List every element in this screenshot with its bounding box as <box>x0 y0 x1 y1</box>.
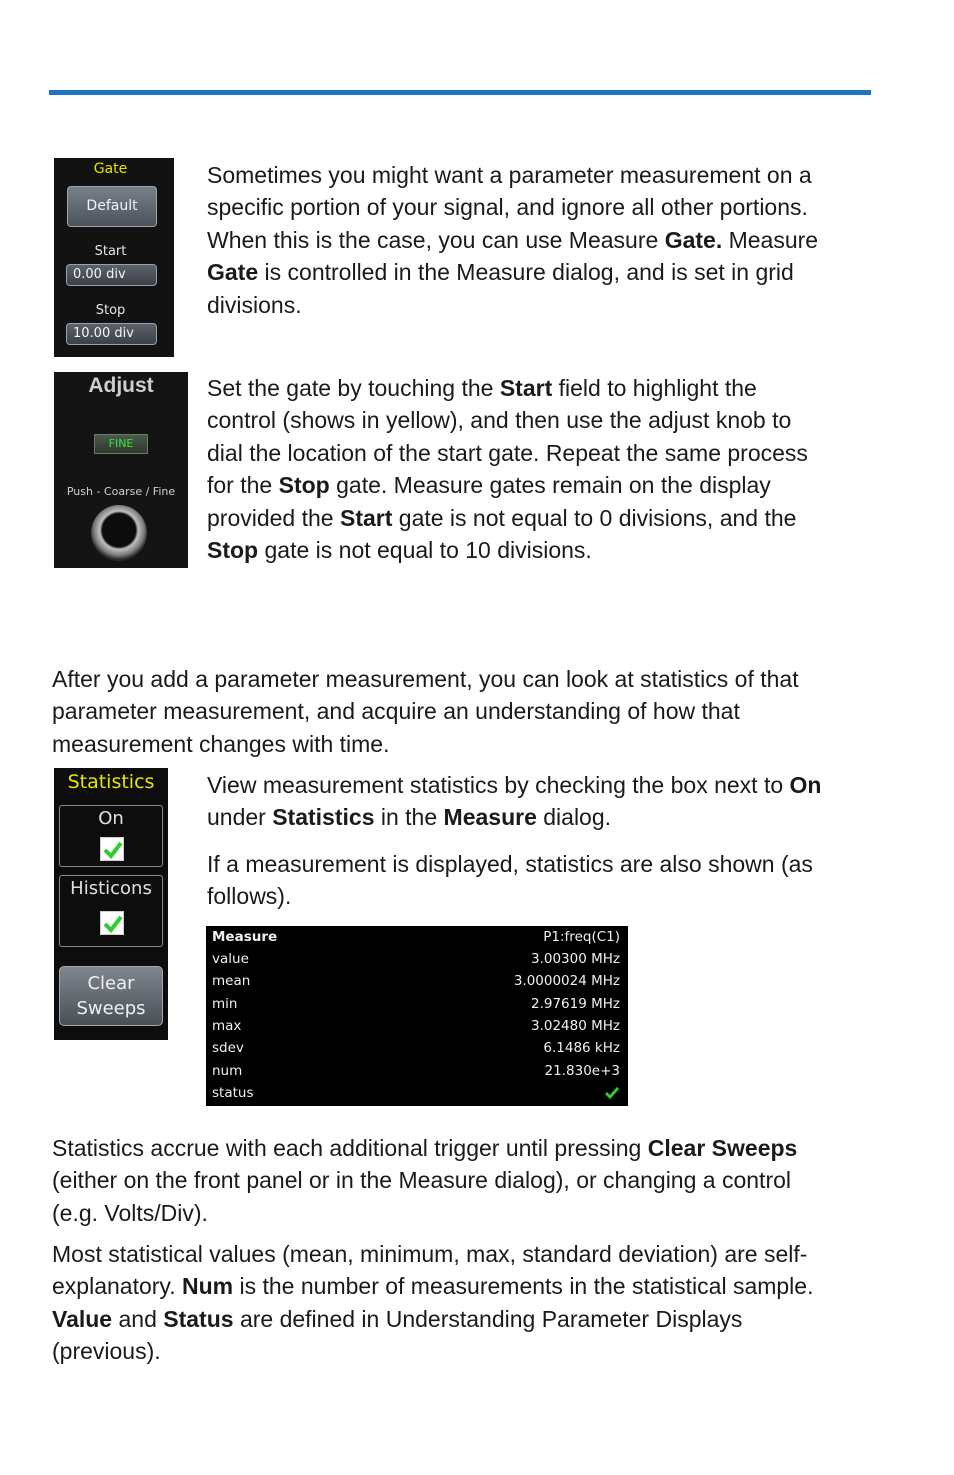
text-line: Stop gate is not equal to 10 divisions. <box>207 537 592 564</box>
table-row <box>212 1060 620 1082</box>
check-icon <box>101 838 125 862</box>
statistics-intro-paragraph <box>52 663 799 760</box>
text-line: under Statistics in the Measure dialog. <box>207 804 612 831</box>
fine-button[interactable]: FINE <box>94 434 148 454</box>
text-line: View measurement statistics by checking the box next to On <box>207 772 822 798</box>
table-row <box>212 993 620 1015</box>
row-value: 3.0000024 MHz <box>513 973 620 989</box>
text-line: specific portion of your signal, and ignore all other portions. <box>207 194 808 221</box>
statistics-shown-paragraph <box>207 848 813 913</box>
measure-statistics-table <box>206 926 628 1106</box>
start-field[interactable]: 0.00 div <box>66 264 157 286</box>
histicons-checkbox[interactable] <box>100 911 124 935</box>
table-row <box>212 1037 620 1059</box>
text-line: provided the Start gate is not equal to 0 divisions, and the <box>207 504 797 531</box>
status-label: status <box>212 1085 254 1101</box>
check-icon <box>604 1086 620 1100</box>
table-header <box>212 926 620 948</box>
row-label: num <box>212 1063 243 1079</box>
text-line: When this is the case, you can use Measure Gate. Measure <box>207 226 819 253</box>
gate-panel <box>54 158 174 357</box>
text-line: for the Stop gate. Measure gates remain on the display <box>207 472 771 499</box>
row-label: value <box>212 951 249 967</box>
adjust-panel <box>54 372 188 568</box>
gate-intro-paragraph <box>207 159 818 321</box>
text-line: If a measurement is displayed, statistics are also shown (as <box>207 851 813 877</box>
clear-sweeps-button[interactable] <box>59 966 163 1026</box>
start-label: Start <box>94 244 127 259</box>
header-value: P1:freq(C1) <box>543 929 620 945</box>
sweeps-label: Sweeps <box>76 998 146 1019</box>
statistical-values-paragraph <box>52 1238 813 1368</box>
statistics-accrue-paragraph <box>52 1132 797 1229</box>
text-line: parameter measurement, and acquire an understanding of how that <box>52 698 740 725</box>
stop-field[interactable]: 10.00 div <box>66 323 157 345</box>
statistics-title: Statistics <box>67 771 155 793</box>
histicons-label: Histicons <box>70 878 152 899</box>
text-line: After you add a parameter measurement, you can look at statistics of that <box>52 666 799 692</box>
text-line: Value and Status are defined in Understanding Parameter Displays <box>52 1305 743 1332</box>
on-checkbox[interactable] <box>100 837 124 861</box>
text-line: Statistics accrue with each additional trigger until pressing Clear Sweeps <box>52 1135 798 1161</box>
histicons-checkbox-group <box>59 875 163 947</box>
text-line: Gate is controlled in the Measure dialog, and is set in grid <box>207 259 794 286</box>
check-icon <box>101 912 125 936</box>
default-button[interactable]: Default <box>67 186 157 227</box>
table-row <box>212 1015 620 1037</box>
text-line: (either on the front panel or in the Measure dialog), or changing a control <box>52 1167 791 1194</box>
text-line: control (shows in yellow), and then use the adjust knob to <box>207 407 792 434</box>
text-line: Set the gate by touching the Start field to highlight the <box>207 375 757 401</box>
stop-label: Stop <box>95 303 126 318</box>
row-label: min <box>212 996 238 1012</box>
set-gate-paragraph <box>207 372 808 566</box>
row-label: sdev <box>212 1040 244 1056</box>
row-value: 3.02480 MHz <box>530 1018 620 1034</box>
row-value: 3.00300 MHz <box>530 951 620 967</box>
header-label: Measure <box>212 929 278 945</box>
row-label: max <box>212 1018 242 1034</box>
push-coarse-fine-label: Push - Coarse / Fine <box>66 485 176 498</box>
row-value: 2.97619 MHz <box>530 996 620 1012</box>
gate-title: Gate <box>93 161 128 177</box>
text-line: Most statistical values (mean, minimum, max, standard deviation) are self- <box>52 1241 808 1267</box>
view-statistics-paragraph <box>207 769 821 834</box>
text-line: divisions. <box>207 291 302 318</box>
text-line: follows). <box>207 883 292 910</box>
header-rule <box>49 90 871 95</box>
adjust-title: Adjust <box>88 374 154 397</box>
table-row <box>212 1082 620 1104</box>
text-line: Sometimes you might want a parameter measurement on a <box>207 162 812 188</box>
on-checkbox-group <box>59 805 163 867</box>
text-line: (e.g. Volts/Div). <box>52 1199 208 1226</box>
knob-icon[interactable] <box>91 505 147 561</box>
row-label: mean <box>212 973 251 989</box>
text-line: dial the location of the start gate. Repeat the same process <box>207 439 808 466</box>
row-value: 6.1486 kHz <box>543 1040 620 1056</box>
on-label: On <box>98 808 124 829</box>
statistics-panel <box>54 768 168 1040</box>
text-line: measurement changes with time. <box>52 730 390 757</box>
table-row <box>212 970 620 992</box>
text-line: explanatory. Num is the number of measurements in the statistical sample. <box>52 1273 814 1300</box>
clear-label: Clear <box>87 973 135 994</box>
table-row <box>212 948 620 970</box>
row-value: 21.830e+3 <box>544 1063 620 1079</box>
text-line: (previous). <box>52 1338 161 1365</box>
